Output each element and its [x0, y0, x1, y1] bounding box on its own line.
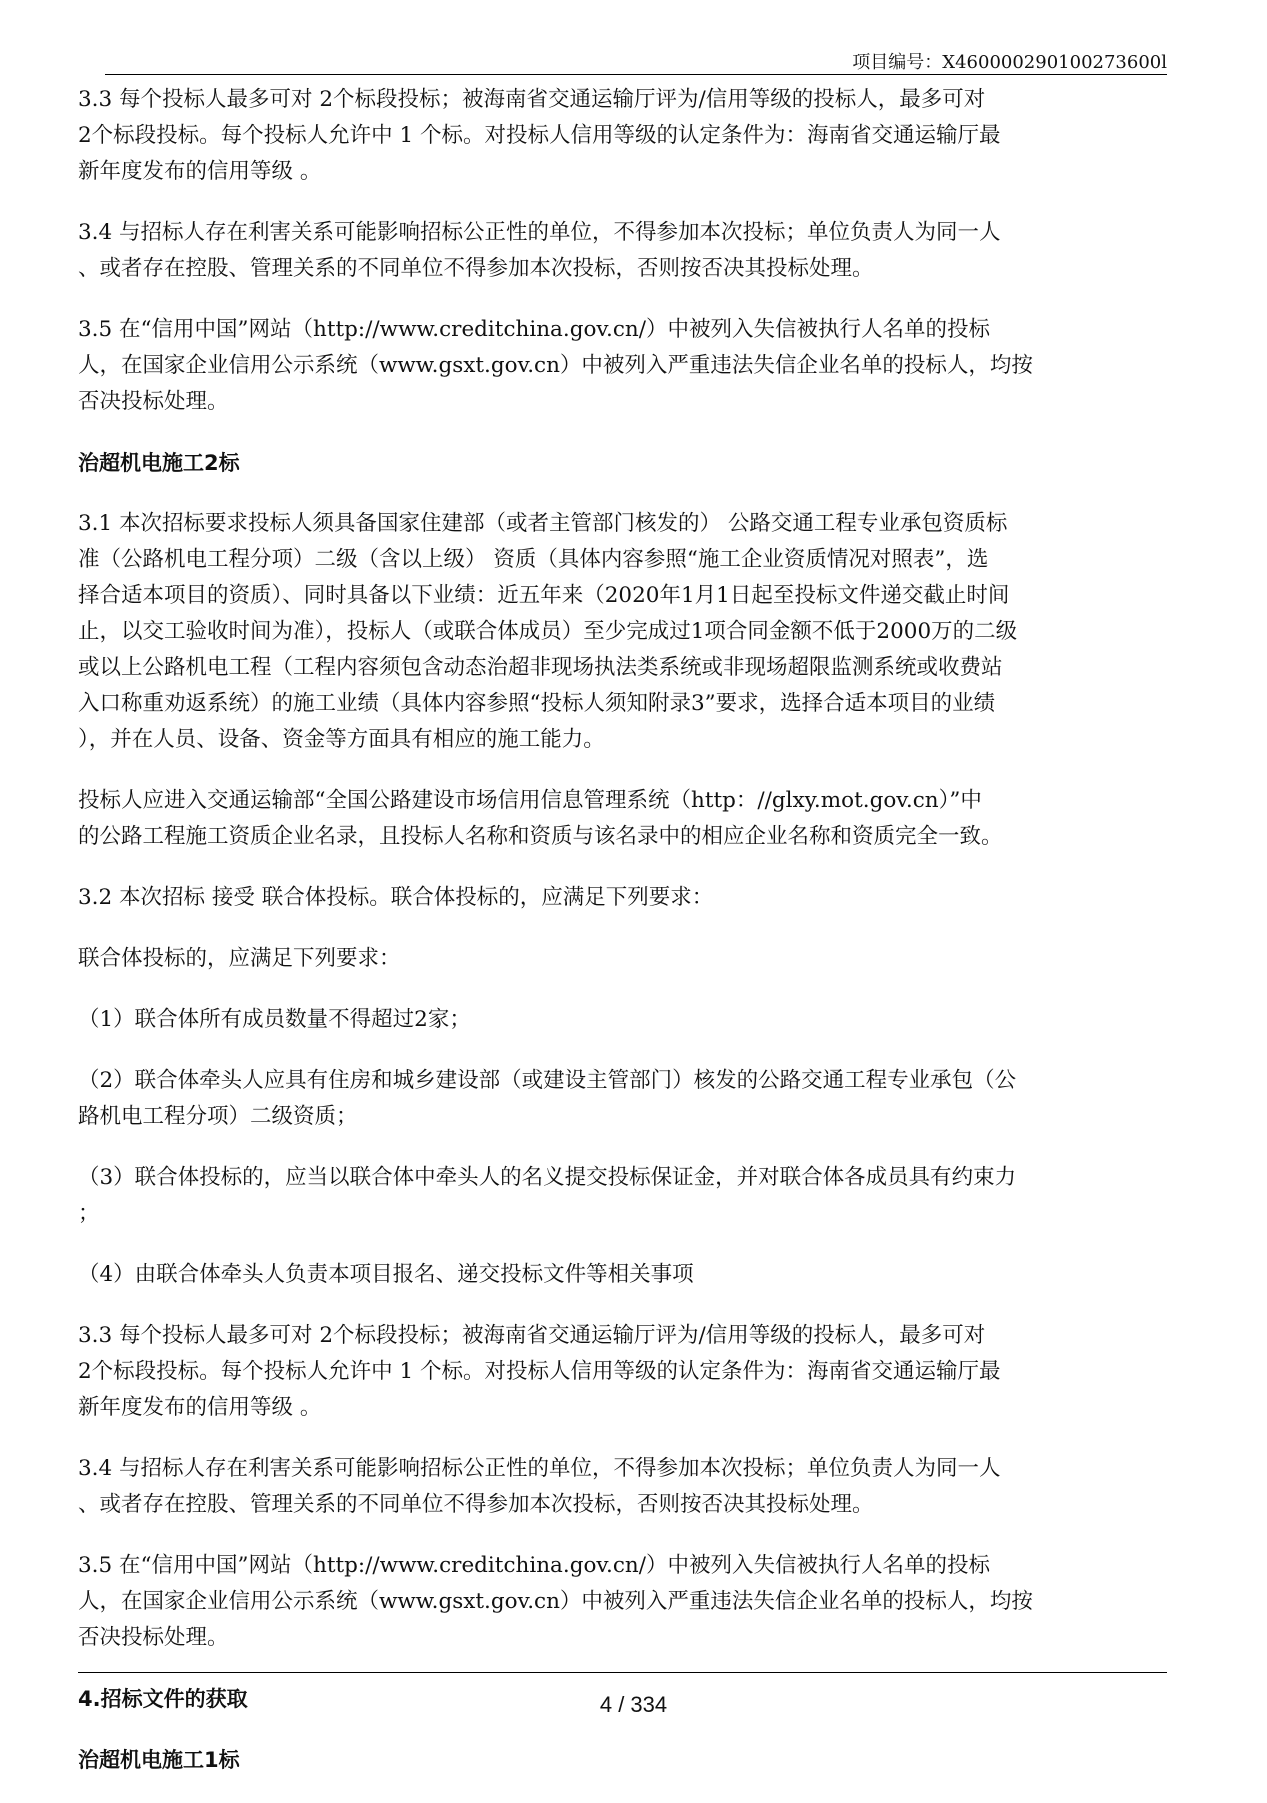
- paragraph: [78, 1318, 1190, 1426]
- text-line: 人，在国家企业信用公示系统（www.gsxt.gov.cn）中被列入严重违法失信企业名单的投标人，均按: [78, 1589, 1033, 1614]
- text-line: 入口称重劝返系统）的施工业绩（具体内容参照“投标人须知附录3”要求，选择合适本项目的业绩: [78, 691, 996, 716]
- text-line: 2个标段投标。每个投标人允许中 1 个标。对投标人信用等级的认定条件为：海南省交通运输厅最: [78, 123, 1001, 148]
- text-line: ），并在人员、设备、资金等方面具有相应的施工能力。: [78, 727, 605, 752]
- paragraph: [78, 506, 1190, 758]
- text-line: ；: [78, 1201, 100, 1226]
- paragraph: [78, 783, 1190, 855]
- text-line: 的公路工程施工资质企业名录，且投标人名称和资质与该名录中的相应企业名称和资质完全一致。: [78, 824, 1003, 849]
- text-line: 3.1 本次招标要求投标人须具备国家住建部（或者主管部门核发的） 公路交通工程专业承包资质标: [78, 511, 1008, 536]
- text-line: 4.招标文件的获取: [78, 1687, 248, 1711]
- text-line: 路机电工程分项）二级资质；: [78, 1104, 358, 1129]
- text-line: 准（公路机电工程分项）二级（含以上级） 资质（具体内容参照“施工企业资质情况对照表”，选: [78, 547, 989, 572]
- section-heading: [78, 1742, 1190, 1778]
- text-line: 3.5 在“信用中国”网站（http://www.creditchina.gov.cn/）中被列入失信被执行人名单的投标: [78, 1553, 990, 1578]
- text-line: 新年度发布的信用等级 。: [78, 1395, 322, 1420]
- text-line: 、或者存在控股、管理关系的不同单位不得参加本次投标，否则按否决其投标处理。: [78, 1492, 874, 1517]
- paragraph: [78, 82, 1190, 190]
- text-line: 择合适本项目的资质）、同时具备以下业绩：近五年来（2020年1月1日起至投标文件递交截止时间: [78, 583, 1010, 608]
- paragraph: [78, 1063, 1190, 1135]
- project-number: 项目编号：X460000290100273600l: [852, 52, 1167, 73]
- text-line: 联合体投标的，应满足下列要求：: [78, 946, 401, 971]
- text-line: 新年度发布的信用等级 。: [78, 159, 322, 184]
- text-line: 投标人应进入交通运输部“全国公路建设市场信用信息管理系统（http：//glxy.mot.gov.cn）”中: [78, 788, 982, 813]
- paragraph: [78, 1451, 1190, 1523]
- text-line: （1）联合体所有成员数量不得超过2家；: [78, 1007, 471, 1032]
- text-line: 3.4 与招标人存在利害关系可能影响招标公正性的单位，不得参加本次投标；单位负责人为同一人: [78, 220, 1001, 245]
- text-line: 止，以交工验收时间为准），投标人（或联合体成员）至少完成过1项合同金额不低于2000万的二级: [78, 619, 1018, 644]
- text-line: 治超机电施工1标: [78, 1748, 240, 1772]
- text-line: 治超机电施工2标: [78, 451, 240, 475]
- footer-rule: [78, 1672, 1167, 1673]
- page-number: 4 / 334: [599, 1692, 668, 1717]
- section-heading: [78, 445, 1190, 481]
- text-line: 否决投标处理。: [78, 389, 229, 414]
- text-line: 3.5 在“信用中国”网站（http://www.creditchina.gov.cn/）中被列入失信被执行人名单的投标: [78, 317, 990, 342]
- text-line: 2个标段投标。每个投标人允许中 1 个标。对投标人信用等级的认定条件为：海南省交通运输厅最: [78, 1359, 1001, 1384]
- text-line: 3.4 与招标人存在利害关系可能影响招标公正性的单位，不得参加本次投标；单位负责人为同一人: [78, 1456, 1001, 1481]
- text-line: 3.2 本次招标 接受 联合体投标。联合体投标的，应满足下列要求：: [78, 885, 714, 910]
- paragraph: [78, 312, 1190, 420]
- paragraph: [78, 1160, 1190, 1232]
- paragraph: [78, 215, 1190, 287]
- paragraph: [78, 1002, 1190, 1038]
- text-line: 3.3 每个投标人最多可对 2个标段投标；被海南省交通运输厅评为/信用等级的投标人，最多可对: [78, 1323, 986, 1348]
- text-line: 人，在国家企业信用公示系统（www.gsxt.gov.cn）中被列入严重违法失信企业名单的投标人，均按: [78, 353, 1033, 378]
- paragraph: [78, 941, 1190, 977]
- text-line: 3.3 每个投标人最多可对 2个标段投标；被海南省交通运输厅评为/信用等级的投标人，最多可对: [78, 87, 986, 112]
- text-line: 或以上公路机电工程（工程内容须包含动态治超非现场执法类系统或非现场超限监测系统或收费站: [78, 655, 1003, 680]
- text-line: （3）联合体投标的，应当以联合体中牵头人的名义提交投标保证金，并对联合体各成员具有约束力: [78, 1165, 1017, 1190]
- paragraph: [78, 880, 1190, 916]
- paragraph: [78, 1257, 1190, 1293]
- text-line: 否决投标处理。: [78, 1625, 229, 1650]
- document-body: [78, 82, 1190, 1803]
- text-line: （2）联合体牵头人应具有住房和城乡建设部（或建设主管部门）核发的公路交通工程专业承包（公: [78, 1068, 1017, 1093]
- paragraph: [78, 1548, 1190, 1656]
- text-line: 、或者存在控股、管理关系的不同单位不得参加本次投标，否则按否决其投标处理。: [78, 256, 874, 281]
- page-header: [105, 44, 1167, 75]
- text-line: （4）由联合体牵头人负责本项目报名、递交投标文件等相关事项: [78, 1262, 694, 1287]
